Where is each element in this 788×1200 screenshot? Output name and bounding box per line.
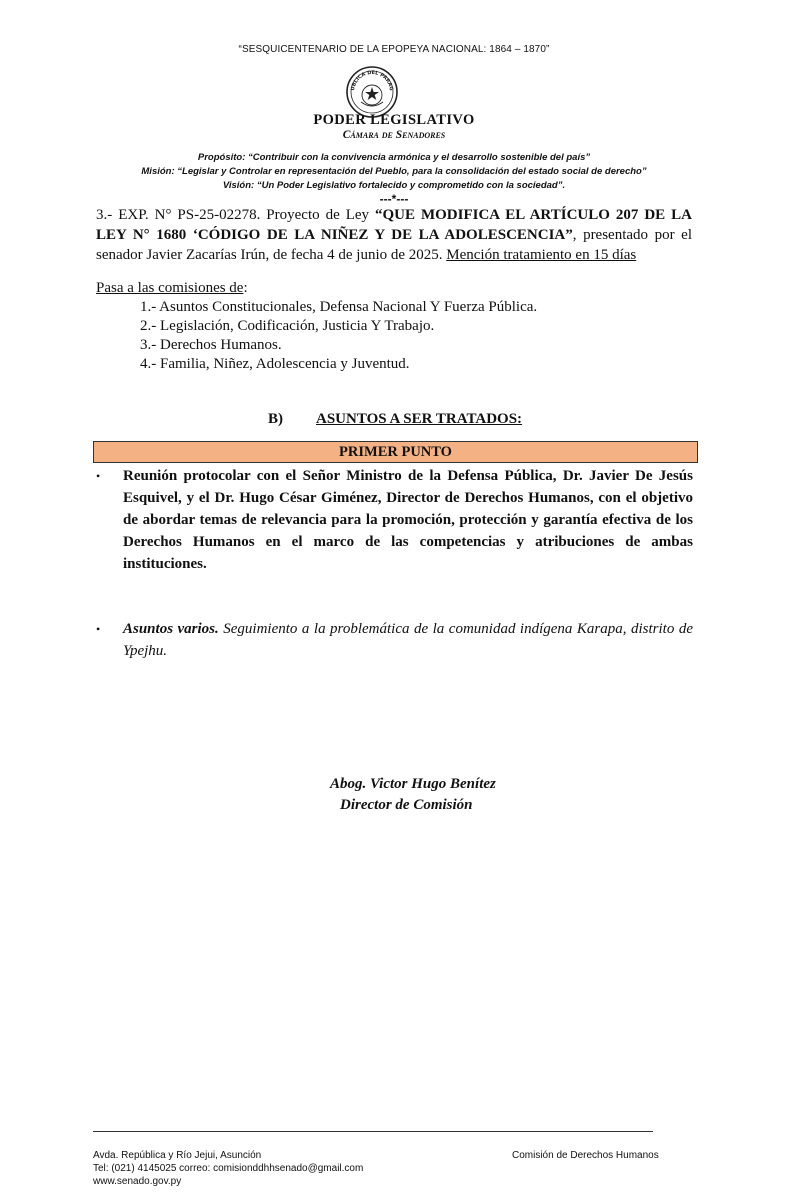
item3-prefix: 3.- EXP. N° PS-25-02278. Proyecto de Ley xyxy=(96,207,375,223)
seal-lettering: UBLICA DEL PARAG xyxy=(349,69,395,92)
national-seal-icon xyxy=(346,66,398,118)
agenda-item-3 xyxy=(96,205,692,265)
footer-commission: Comisión de Derechos Humanos xyxy=(512,1150,659,1161)
vision-text: “Un Poder Legislativo fortalecido y comprometido con la sociedad”. xyxy=(254,180,566,191)
commissions-intro-colon: : xyxy=(243,280,248,296)
org-title: PODER LEGISLATIVO xyxy=(313,112,475,128)
commissions-intro-text: Pasa a las comisiones de xyxy=(96,280,244,296)
misc-bullet-lead: Asuntos varios. xyxy=(123,621,219,637)
item3-bill-title: “QUE MODIFICA EL ARTÍCULO 207 DE LA LEY N° 1680 ‘CÓDIGO DE LA NIÑEZ Y DE LA ADOLESCENCIA” xyxy=(96,207,692,243)
commission-item: 3.- Derechos Humanos. xyxy=(140,337,282,353)
chamber-name: Cámara de Senadores xyxy=(342,129,446,141)
purpose-label: Propósito: xyxy=(197,152,246,163)
meeting-bullet-text: Reunión protocolar con el Señor Ministro de la Defensa Pública, Dr. Javier De Jesús Esquivel, y el Dr. Hugo César Giménez, Director de Derechos Humanos, con el objetivo de abordar temas de relevancia para la promoción, protección y garantía efectiva de los Derechos Humanos en el marco de las competencias y atribuciones de ambas instituciones. xyxy=(123,468,693,572)
vision-label: Visión: xyxy=(222,180,255,191)
mission-text: “Legislar y Controlar en representación del Pueblo, para la consolidación del estado social de derecho” xyxy=(174,166,647,177)
separator: ---*--- xyxy=(379,192,409,206)
footer-contact: Tel: (021) 4145025 correo: comisionddhhsenado@gmail.com xyxy=(93,1163,364,1174)
bullet-icon: • xyxy=(96,469,101,483)
footer-website: www.senado.gov.py xyxy=(93,1176,182,1187)
vision-line xyxy=(0,180,788,191)
footer-divider xyxy=(93,1131,653,1132)
misc-bullet-body: Seguimiento a la problemática de la comunidad indígena Karapa, distrito de Ypejhu. xyxy=(123,621,693,659)
item3-mention: Mención tratamiento en 15 días xyxy=(446,247,637,263)
purpose-line xyxy=(0,152,788,163)
commissions-list xyxy=(140,298,537,374)
mission-line xyxy=(0,166,788,177)
signature-name: Abog. Victor Hugo Benítez xyxy=(330,776,496,792)
purpose-text: “Contribuir con la convivencia armónica y el desarrollo sostenible del país” xyxy=(245,152,591,163)
bullet-icon: • xyxy=(96,622,101,636)
commissions-intro xyxy=(96,280,248,297)
footer-address: Avda. República y Río Jejui, Asunción xyxy=(93,1150,262,1161)
section-b-title: ASUNTOS A SER TRATADOS: xyxy=(316,411,523,427)
primer-punto-banner: PRIMER PUNTO xyxy=(93,441,698,463)
commission-item: 4.- Familia, Niñez, Adolescencia y Juventud. xyxy=(140,356,410,372)
header-motto: “SESQUICENTENARIO DE LA EPOPEYA NACIONAL: 1864 – 1870” xyxy=(238,44,550,55)
item3-middle: , presentado por el senador Javier Zacarías Irún, de fecha 4 de junio de 2025. xyxy=(96,227,692,263)
commission-item: 1.- Asuntos Constitucionales, Defensa Nacional Y Fuerza Pública. xyxy=(140,299,538,315)
misc-bullet-text xyxy=(123,618,693,662)
commission-item: 2.- Legislación, Codificación, Justicia Y Trabajo. xyxy=(140,318,435,334)
mission-label: Misión: xyxy=(141,166,175,177)
signature-role: Director de Comisión xyxy=(340,797,473,813)
section-b-letter: B) xyxy=(268,411,283,427)
